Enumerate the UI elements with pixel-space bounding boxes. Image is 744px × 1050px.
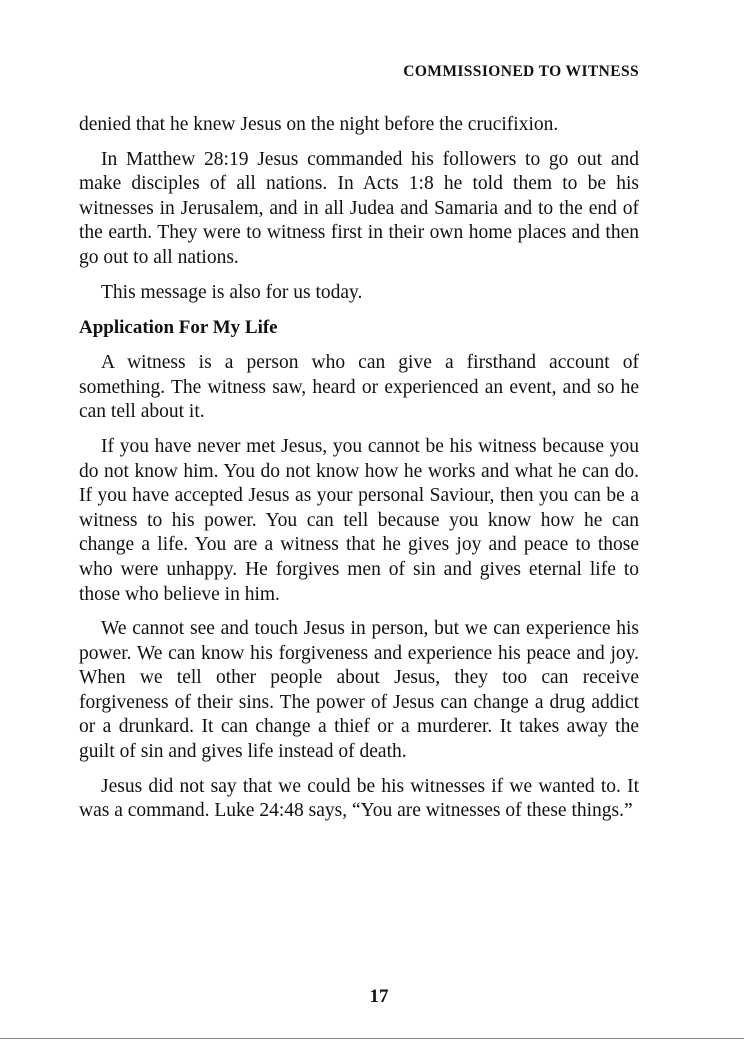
- page-number: 17: [369, 986, 389, 1007]
- paragraph-great-commission: In Matthew 28:19 Jesus commanded his followers to go out and make disciples of all nations. In Acts 1:8 he told them to be his witnesses in Jerusalem, and in all Judea and Samaria and to the end of the earth. They were to witness first in their own home places and then go out to all nations.: [79, 148, 639, 268]
- paragraph-continuation: denied that he knew Jesus on the night before the crucifixion.: [79, 114, 559, 135]
- paragraph-witness-definition: A witness is a person who can give a firsthand account of something. The witness saw, heard or experienced an event, and so he can tell about it.: [79, 352, 639, 423]
- paragraph-experience-power: We cannot see and touch Jesus in person, but we can experience his power. We can know his forgiveness and experience his peace and joy. When we tell other people about Jesus, they too can receive forgiveness of their sins. The power of Jesus can change a drug addict or a drunkard. It can change a thief or a murderer. It takes away the guilt of sin and gives life instead of death.: [79, 618, 639, 763]
- paragraph-message-today: This message is also for us today.: [101, 281, 363, 303]
- running-head: COMMISSIONED TO WITNESS: [403, 63, 639, 80]
- book-page: [79, 0, 639, 1050]
- page-bottom-edge: [0, 1038, 744, 1039]
- body-text: [79, 113, 639, 834]
- paragraph-never-met-jesus: If you have never met Jesus, you cannot be his witness because you do not know him. You do not know how he works and what he can do. If you have accepted Jesus as your personal Saviour, then you can be a witness to his power. You can tell because you know how he can change a life. You are a witness that he gives joy and peace to those who were unhappy. He forgives men of sin and gives eternal life to those who believe in him.: [79, 435, 639, 605]
- paragraph-command: Jesus did not say that we could be his witnesses if we wanted to. It was a command. Luke 24:48 says, “You are witnesses of these things.”: [79, 775, 639, 822]
- section-heading: Application For My Life: [79, 317, 278, 339]
